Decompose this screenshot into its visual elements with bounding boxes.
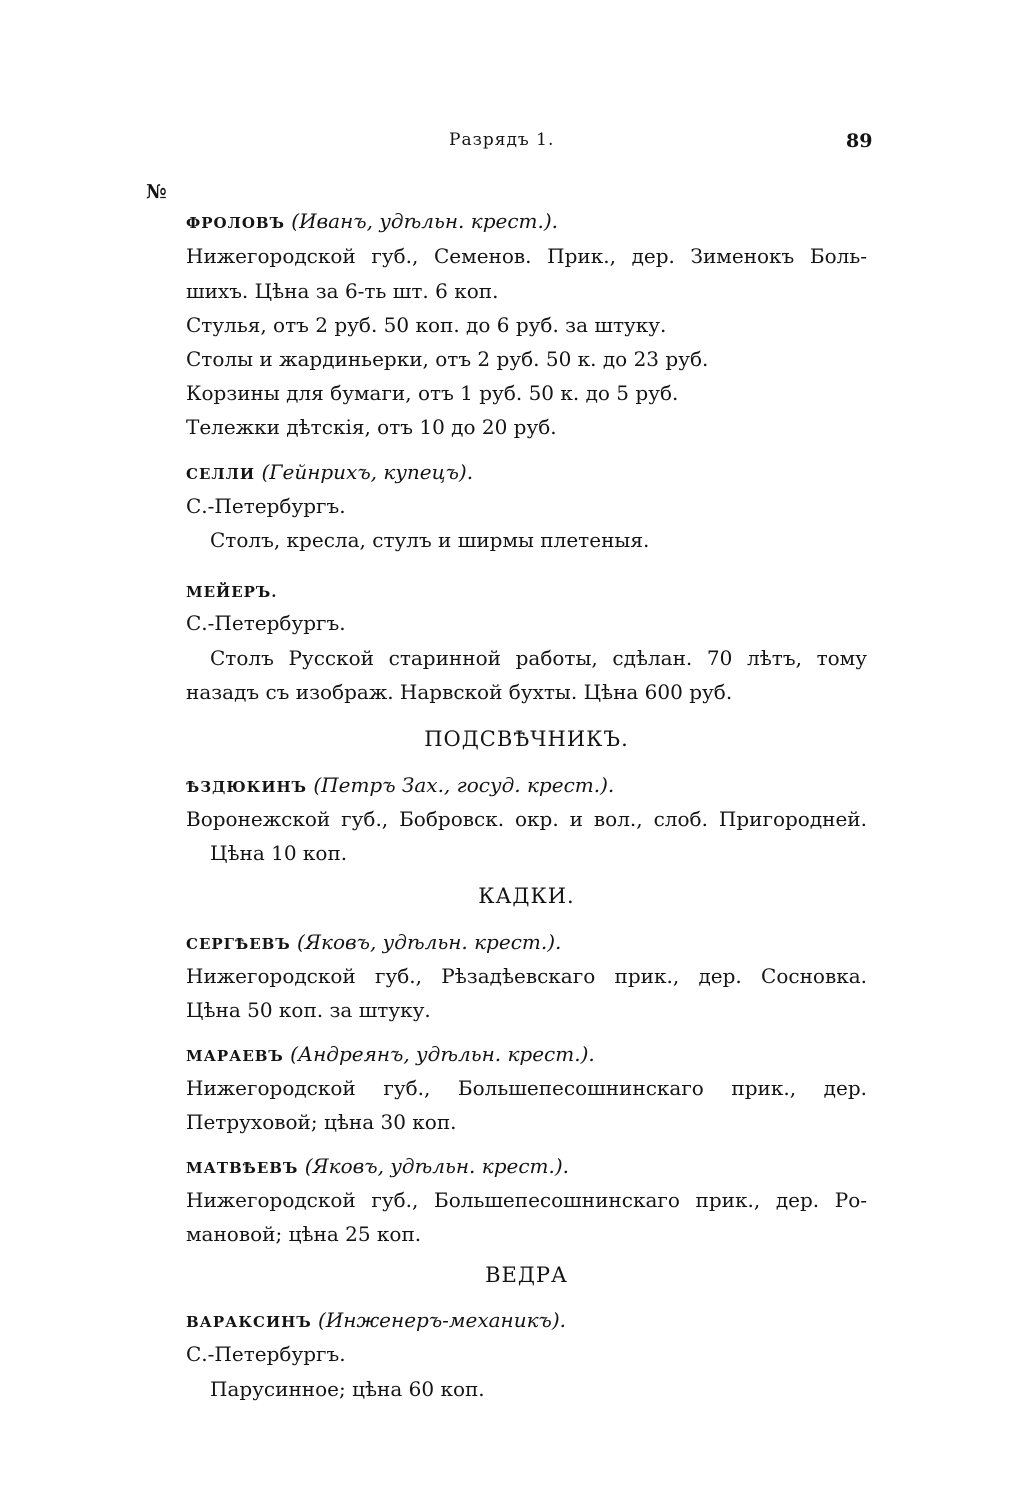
exhibitor-name: МАРАЕВЪ bbox=[186, 1047, 284, 1065]
exhibitor-name: МЕЙЕРЪ. bbox=[186, 583, 278, 601]
address-line: Нижегородской губ., Рѣзадѣевскаго прик., дер. Сосновка. bbox=[186, 964, 867, 988]
exhibitor-desc: (Иванъ, удѣльн. крест.). bbox=[291, 209, 559, 233]
city-line: С.-Петербургъ. bbox=[186, 1342, 346, 1366]
entry-maraev-header bbox=[186, 1041, 595, 1069]
price-line: Цѣна 50 коп. за штуку. bbox=[186, 998, 431, 1022]
item-line: Стулья, отъ 2 руб. 50 коп. до 6 руб. за штуку. bbox=[186, 313, 667, 337]
entry-matveev-header bbox=[186, 1153, 569, 1181]
exhibitor-name: ѢЗДЮКИНЪ bbox=[186, 778, 308, 796]
item-line: Корзины для бумаги, отъ 1 руб. 50 к. до 5 руб. bbox=[186, 381, 679, 405]
city-line: С.-Петербургъ. bbox=[186, 611, 346, 635]
section-heading: ПОДСВѢЧНИКЪ. bbox=[424, 727, 629, 751]
address-line: шихъ. Цѣна за 6-ть шт. 6 коп. bbox=[186, 279, 499, 303]
item-line: назадъ съ изображ. Нарвской бухты. Цѣна 600 руб. bbox=[186, 680, 733, 704]
entry-ezdyukin-header bbox=[186, 772, 614, 800]
address-line: Воронежской губ., Бобровск. окр. и вол., слоб. Пригородней. bbox=[186, 807, 867, 831]
running-head: Разрядъ 1. bbox=[449, 130, 555, 150]
item-line: Столы и жардиньерки, отъ 2 руб. 50 к. до 23 руб. bbox=[186, 347, 709, 371]
item-line: Столъ, кресла, стулъ и ширмы плетеныя. bbox=[210, 528, 650, 552]
exhibitor-desc: (Яковъ, удѣльн. крест.). bbox=[297, 930, 562, 954]
entry-frolov-header bbox=[186, 208, 558, 236]
exhibitor-name: ВАРАКСИНЪ bbox=[186, 1313, 312, 1331]
number-sign: № bbox=[146, 181, 167, 203]
exhibitor-name: ФРОЛОВЪ bbox=[186, 214, 285, 232]
section-heading: КАДКИ. bbox=[478, 884, 575, 908]
page-number: 89 bbox=[846, 130, 873, 152]
price-line: Цѣна 10 коп. bbox=[210, 841, 348, 865]
city-line: С.-Петербургъ. bbox=[186, 494, 346, 518]
item-line: Парусинное; цѣна 60 коп. bbox=[210, 1377, 485, 1401]
address-line: Нижегородской губ., Большепесошнинскаго прик., дер. Ро- bbox=[186, 1188, 867, 1212]
exhibitor-desc: (Андреянъ, удѣльн. крест.). bbox=[290, 1042, 595, 1066]
address-line: Петруховой; цѣна 30 коп. bbox=[186, 1110, 457, 1134]
item-line: Тележки дѣтскія, отъ 10 до 20 руб. bbox=[186, 415, 557, 439]
entry-sergeev-header bbox=[186, 929, 561, 957]
exhibitor-desc: (Гейнрихъ, купецъ). bbox=[261, 460, 474, 484]
entry-meier-header bbox=[186, 577, 278, 605]
exhibitor-name: СЕЛЛИ bbox=[186, 465, 256, 483]
address-line: Нижегородской губ., Семенов. Прик., дер. Зименокъ Боль- bbox=[186, 244, 867, 268]
exhibitor-desc: (Инженеръ-механикъ). bbox=[318, 1308, 567, 1332]
entry-varaksin-header bbox=[186, 1307, 566, 1335]
exhibitor-desc: (Яковъ, удѣльн. крест.). bbox=[304, 1154, 570, 1178]
exhibitor-name: СЕРГѢЕВЪ bbox=[186, 935, 291, 953]
entry-selli-header bbox=[186, 459, 473, 487]
item-line: Столъ Русской старинной работы, сдѣлан. 70 лѣтъ, тому bbox=[210, 646, 867, 670]
section-heading: ВЕДРА bbox=[485, 1263, 568, 1287]
address-line: мановой; цѣна 25 коп. bbox=[186, 1222, 422, 1246]
exhibitor-desc: (Петръ Зах., госуд. крест.). bbox=[313, 773, 615, 797]
exhibitor-name: МАТВѢЕВЪ bbox=[186, 1159, 299, 1177]
address-line: Нижегородской губ., Большепесошнинскаго прик., дер. bbox=[186, 1076, 867, 1100]
